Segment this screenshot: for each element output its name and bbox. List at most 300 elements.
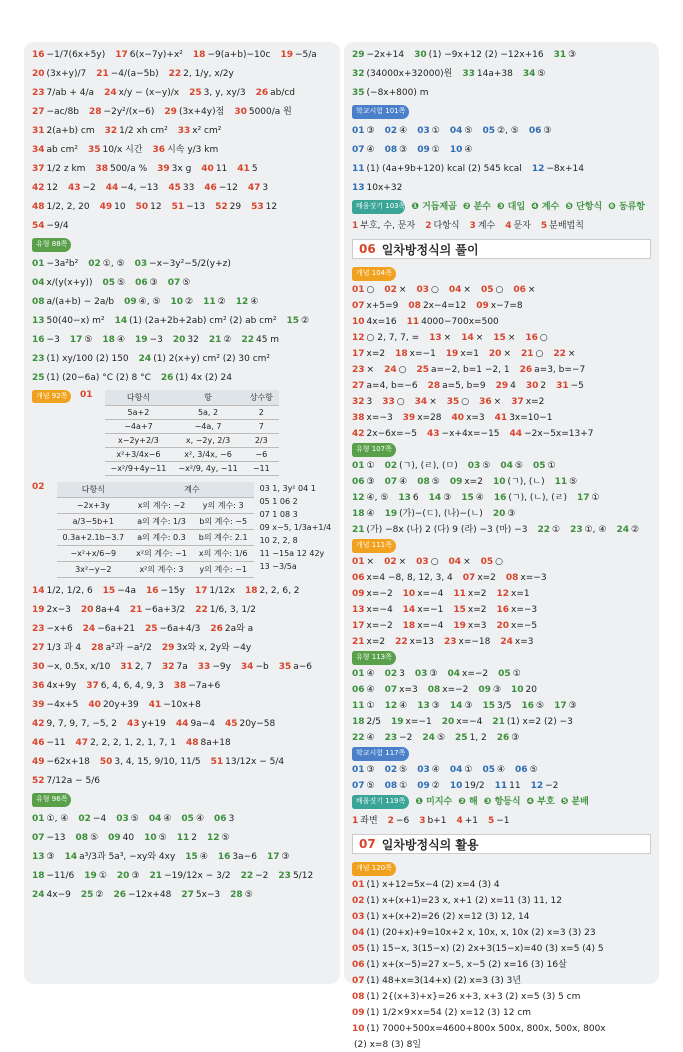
answer-item: [403, 619, 444, 633]
answer-row: [352, 715, 651, 729]
answer-item: [96, 67, 158, 81]
answer-value: x=13: [409, 637, 434, 647]
answer-value: −1: [496, 816, 510, 826]
section-tag-exam117: 학교시험 117쪽: [352, 747, 409, 761]
question-number: 14: [461, 333, 474, 343]
question-number: 06: [513, 285, 526, 295]
question-number: 19: [84, 871, 97, 881]
answer-item: [198, 660, 231, 674]
question-number: 26: [210, 624, 223, 634]
answer-value: 3: [228, 814, 235, 824]
side-answer: 07 1 08 3: [259, 510, 298, 519]
answer-value: 13/12x − 5/4: [225, 757, 285, 767]
answer-value: (−8x+800) m: [366, 88, 429, 98]
answer-row: [32, 717, 332, 731]
answer-item: [452, 411, 485, 425]
question-number: 09: [352, 1008, 365, 1018]
answer-row: [32, 660, 332, 674]
question-number: 33: [177, 126, 191, 136]
answer-value: a−6: [293, 662, 313, 672]
answer-value: ②: [95, 890, 104, 900]
section-tag-concept111: 개념 111쪽: [352, 539, 396, 553]
question-number: 32: [352, 397, 365, 407]
answer-value: ③: [46, 852, 55, 862]
answer-row: [32, 333, 332, 347]
answer-value: ab cm²: [46, 145, 78, 155]
answer-value: ×: [503, 349, 511, 359]
question-number: 16: [525, 333, 538, 343]
answer-value: ④: [366, 733, 375, 743]
question-number: 23: [443, 637, 457, 647]
answer-value: 7/12a − 5/6: [46, 776, 101, 786]
question-number: 01: [352, 880, 365, 890]
answer-value: 14a+38: [476, 69, 513, 79]
answer-item: [492, 715, 572, 729]
question-number: 42: [352, 429, 365, 439]
answer-item: [236, 295, 259, 309]
question-number: 18: [192, 50, 206, 60]
answer-item: [32, 850, 55, 864]
question-number: 14: [428, 493, 442, 503]
answer-item: [497, 731, 520, 745]
answer-value: +1: [464, 816, 478, 826]
answer-item: [511, 395, 544, 409]
answer-value: 2/5: [366, 717, 382, 727]
question-number: 26: [519, 365, 533, 375]
question-number: 22: [352, 733, 365, 743]
answer-row: [352, 990, 651, 1004]
answer-item: [352, 715, 381, 729]
question-number: 07: [384, 477, 398, 487]
table-row: [57, 546, 254, 562]
answer-value: ×: [443, 333, 452, 343]
answer-value: ⑤: [221, 833, 230, 843]
answer-value: −8x+14: [546, 164, 584, 174]
answer-item: [136, 200, 162, 214]
answer-item: [32, 295, 114, 309]
answer-value: ○: [431, 285, 439, 295]
answer-value: 6(x−7y)+x²: [129, 50, 183, 60]
answer-item: [241, 869, 269, 883]
answer-value: ○: [539, 333, 548, 343]
question-number: 05: [102, 278, 115, 288]
question-number: 27: [32, 643, 45, 653]
answer-value: ④: [496, 765, 506, 775]
answer-item: [241, 660, 269, 674]
answer-value: (1) 2{(x+3)+x}=26 x+3, x+3 (2) x=5 (3) 5 cm: [366, 992, 581, 1002]
answer-value: ④: [464, 145, 473, 155]
answer-item: [106, 181, 159, 195]
answer-row: [32, 755, 332, 769]
answer-row: [32, 48, 332, 62]
question-number: 08: [505, 573, 519, 583]
answer-item: [169, 67, 234, 81]
question-number: 46: [204, 183, 217, 193]
answer-value: ○: [430, 557, 439, 567]
answer-row: [352, 571, 651, 585]
question-number: 01: [80, 390, 93, 400]
question-number: 49: [32, 757, 45, 767]
answer-item: [32, 219, 69, 233]
answer-value: ③: [511, 733, 520, 743]
answer-value: ③: [366, 477, 375, 487]
answer-item: [537, 523, 560, 537]
answer-item: [556, 379, 584, 393]
answer-item: [385, 124, 408, 138]
question-number: 02: [384, 765, 398, 775]
question-number: 03: [416, 285, 429, 295]
answer-value: (ㄱ), (ㄴ), (ㄹ): [508, 493, 567, 503]
answer-value: 3x=10−1: [509, 413, 553, 423]
answer-value: ○: [535, 349, 544, 359]
answer-item: [352, 555, 374, 569]
side-answer: 13 −3/5a: [259, 562, 297, 571]
answer-item: [482, 124, 518, 138]
answer-value: 3: [366, 397, 373, 407]
answer-item: [352, 763, 375, 777]
answer-value: x=1: [511, 589, 530, 599]
question-number: 07: [352, 976, 365, 986]
answer-item: [32, 48, 105, 62]
answer-value: 1/3 과 4: [46, 643, 82, 653]
question-number: 13: [429, 333, 442, 343]
question-number: 12: [384, 701, 398, 711]
answer-item: [352, 427, 417, 441]
answer-value: 12: [46, 183, 58, 193]
question-number: 37: [86, 681, 99, 691]
question-number: 22: [537, 525, 550, 535]
question-number: 22: [553, 349, 566, 359]
question-number: 12: [352, 333, 365, 343]
answer-row: [352, 143, 651, 157]
answer-value: (가)−(ㄷ), (나)−(ㄴ): [399, 509, 483, 519]
answer-item: [408, 299, 466, 313]
answer-value: −x+4x=−15: [441, 429, 500, 439]
question-number: 02: [352, 896, 365, 906]
answer-item: [468, 459, 491, 473]
question-number: 19: [135, 335, 148, 345]
answer-item: [287, 314, 310, 328]
answer-item: [32, 162, 85, 176]
answer-row: [32, 850, 332, 864]
answer-value: ④: [366, 669, 375, 679]
answer-item: [525, 331, 547, 345]
answer-value: 10: [114, 202, 126, 212]
answer-item: [162, 660, 188, 674]
answer-item: [91, 641, 152, 655]
answer-item: [450, 475, 483, 489]
exam117-answers: [352, 763, 651, 793]
question-number: 06: [528, 126, 542, 136]
answer-item: [89, 105, 154, 119]
question-number: 23: [352, 365, 365, 375]
question-number: 26: [160, 373, 174, 383]
question-number: 10: [449, 145, 463, 155]
question-number: 21: [352, 637, 365, 647]
question-number: 36: [152, 145, 166, 155]
answer-item: [447, 395, 469, 409]
answer-item: [100, 755, 201, 769]
answer-value: 45 m: [255, 335, 280, 345]
answer-value: ③: [568, 50, 577, 60]
question-number: 05: [532, 461, 546, 471]
question-number: 22: [241, 335, 254, 345]
answer-value: x=2: [477, 573, 496, 583]
table-header: 다항식: [57, 482, 131, 498]
answer-row: [32, 869, 332, 883]
question-number: 30: [234, 107, 247, 117]
side-answer: 11 −15a 12 42y: [259, 549, 325, 558]
answer-value: −7a+6: [188, 681, 221, 691]
question-number: 10: [352, 317, 365, 327]
answer-value: −4x+5: [46, 700, 79, 710]
answer-value: 11: [509, 781, 521, 791]
question-number: 14: [64, 852, 78, 862]
answer-item: [385, 779, 408, 793]
answer-value: 29: [229, 202, 242, 212]
answer-value: (가) −8x (나) 2 (다) 9 (라) −3 (마) −3: [366, 525, 528, 535]
answer-value: ⑤: [130, 814, 139, 824]
question-number: 08: [32, 297, 45, 307]
answer-value: ①: [366, 461, 375, 471]
question-number: 17: [352, 349, 365, 359]
answer-value: 1/2 z km: [46, 164, 86, 174]
question-number: 37: [32, 164, 45, 174]
answer-value: ②: [217, 297, 226, 307]
answer-item: [256, 86, 295, 100]
answer-row: [32, 812, 332, 826]
question-number: 10: [144, 833, 157, 843]
question-number: 17: [69, 335, 83, 345]
question-number: 50: [99, 757, 113, 767]
answer-value: (1) 4x (2) 24: [175, 373, 233, 383]
answer-item: [214, 812, 234, 826]
answer-value: 8a+18: [200, 738, 231, 748]
concept111-answers: [352, 555, 651, 649]
question-number: 24: [138, 354, 152, 364]
question-number: 08: [352, 992, 365, 1002]
answer-item: [241, 333, 279, 347]
table-cell: 2: [244, 406, 279, 420]
answer-value: −19/12x − 3/2: [164, 871, 231, 881]
question-number: 38: [173, 681, 187, 691]
question-number: 2: [387, 816, 394, 826]
answer-item: [157, 162, 191, 176]
section-tag-type113: 유형 113쪽: [352, 651, 396, 665]
question-number: 06: [352, 573, 365, 583]
vocab-keyword: ❶ 거듭제곱: [411, 202, 457, 212]
answer-item: [32, 717, 117, 731]
answer-item: [195, 584, 235, 598]
answer-value: a=5, b=9: [442, 381, 486, 391]
question-number: 03: [417, 126, 430, 136]
answer-value: −3: [46, 335, 60, 345]
question-number: 39: [157, 164, 170, 174]
answer-item: [495, 411, 553, 425]
question-number: 35: [278, 662, 292, 672]
vocab-answer: [419, 814, 446, 828]
answer-row: [352, 475, 651, 489]
answer-value: x=2: [525, 397, 545, 407]
answer-row: [352, 667, 651, 681]
answer-item: [352, 523, 527, 537]
answer-value: x=2: [467, 589, 487, 599]
answer-item: [352, 395, 372, 409]
question-number: 39: [402, 413, 416, 423]
answer-item: [102, 276, 125, 290]
question-number: 07: [462, 573, 476, 583]
answer-value: −10x+8: [163, 700, 201, 710]
question-number: 49: [99, 202, 113, 212]
answer-value: ×: [463, 557, 471, 567]
answer-item: [174, 679, 221, 693]
question-number: 28: [427, 381, 441, 391]
question-number: 07: [167, 278, 181, 288]
question-number: 13: [417, 701, 430, 711]
answer-item: [407, 315, 499, 329]
answer-value: ⑤: [537, 69, 546, 79]
answer-value: −15y: [160, 586, 185, 596]
side-answer: 05 1 06 2: [259, 497, 298, 506]
concept120-answers: [352, 878, 651, 1052]
question-number: 41: [237, 164, 250, 174]
answer-item: [444, 635, 490, 649]
answer-item: [553, 347, 575, 361]
answer-value: −4, −13: [120, 183, 159, 193]
answer-item: [178, 124, 222, 138]
table-cell: −4a+7: [105, 420, 173, 434]
answer-value: x−7=8: [490, 301, 523, 311]
table-cell: y의 계수: 3: [193, 498, 254, 514]
question-number: 47: [247, 183, 261, 193]
answer-value: −9/4: [46, 221, 69, 231]
answer-item: [102, 333, 125, 347]
answer-value: −6a+3/2: [144, 605, 186, 615]
question-number: 30: [32, 662, 45, 672]
answer-item: [450, 779, 485, 793]
question-number: 40: [201, 164, 214, 174]
answer-row: [32, 603, 332, 617]
question-number: 04: [148, 814, 162, 824]
question-number: 29: [164, 107, 177, 117]
question-number: 31: [556, 381, 569, 391]
answer-row: [32, 105, 332, 119]
answer-value: x=3: [467, 621, 487, 631]
table-cell: b의 계수: −5: [193, 514, 254, 530]
answer-item: [135, 333, 163, 347]
question-number: 08: [417, 477, 430, 487]
question-number: 17: [352, 621, 365, 631]
answer-item: [453, 603, 486, 617]
question-number: 22: [240, 871, 254, 881]
answer-row: [32, 143, 332, 157]
question-number: 42: [32, 183, 45, 193]
answer-item: [352, 411, 393, 425]
table-cell: −x²/9, 4y, −11: [172, 462, 243, 476]
question-number: 09: [108, 833, 121, 843]
answer-value: ②: [223, 335, 232, 345]
question-number: 36: [32, 681, 45, 691]
answer-value: −2x+14: [366, 50, 405, 60]
answer-item: [237, 162, 257, 176]
question-number: 24: [104, 88, 117, 98]
answer-value: x=−1: [409, 349, 436, 359]
answer-item: [352, 1022, 606, 1036]
concept92-table: [105, 390, 279, 476]
question-number: 25: [416, 365, 429, 375]
question-number: 34: [414, 397, 428, 407]
answer-row: [32, 736, 332, 750]
type96-header-row: [32, 793, 332, 807]
question-number: 16: [32, 50, 45, 60]
question-number: 44: [175, 719, 189, 729]
answer-item: [352, 124, 375, 138]
question-number: 25: [189, 88, 202, 98]
question-number: 21: [208, 335, 222, 345]
question-number: 18: [102, 335, 115, 345]
answer-value: 6, 4, 6, 4, 9, 3: [100, 681, 164, 691]
answer-item: [577, 491, 600, 505]
answer-value: −4/(a−5b): [110, 69, 159, 79]
answer-row: [352, 635, 651, 649]
answer-value: ○ 2, 7, 7, =: [366, 333, 420, 343]
answer-item: [352, 878, 500, 892]
question-number: 11: [554, 477, 568, 487]
question-number: 27: [181, 890, 194, 900]
question-number: 18: [395, 349, 408, 359]
table-cell: x², 3/4x, −6: [172, 448, 243, 462]
answer-item: [395, 635, 434, 649]
answer-item: [415, 667, 438, 681]
table-row: [105, 462, 279, 476]
answer-item: [70, 333, 93, 347]
answer-item: [230, 888, 253, 902]
q02-side-answers: [260, 482, 332, 578]
question-number: 04: [448, 557, 462, 567]
answer-value: x=2: [467, 605, 487, 615]
question-number: 05: [181, 814, 194, 824]
answer-value: (3x+y)/7: [46, 69, 87, 79]
question-number: 12: [235, 297, 249, 307]
answer-item: [146, 584, 185, 598]
question-number: 03: [416, 557, 429, 567]
question-number: 31: [120, 662, 133, 672]
question-number: 03: [116, 814, 129, 824]
answer-item: [352, 331, 419, 345]
question-number: 51: [171, 202, 185, 212]
answer-row: [352, 162, 651, 176]
answer-value: ④: [366, 685, 375, 695]
answer-value: 8a+4: [95, 605, 120, 615]
answer-item: [186, 736, 231, 750]
question-number: 23: [384, 733, 398, 743]
answer-item: [385, 763, 408, 777]
question-number: 03: [414, 669, 428, 679]
answer-value: y+19: [141, 719, 166, 729]
question-number: 23: [570, 525, 583, 535]
answer-item: [447, 667, 488, 681]
answer-value: 2(a+b) cm: [46, 126, 95, 136]
answer-item: [352, 1006, 531, 1020]
answer-value: ×: [398, 557, 407, 567]
answer-item: [181, 888, 220, 902]
answer-item: [127, 717, 166, 731]
table-header: 상수항: [244, 390, 279, 406]
answer-row: [352, 763, 651, 777]
vocab-keyword: ❹ 부호: [526, 797, 555, 807]
answer-value: 2a와 a: [224, 624, 254, 634]
answer-value: x=−2: [442, 685, 469, 695]
